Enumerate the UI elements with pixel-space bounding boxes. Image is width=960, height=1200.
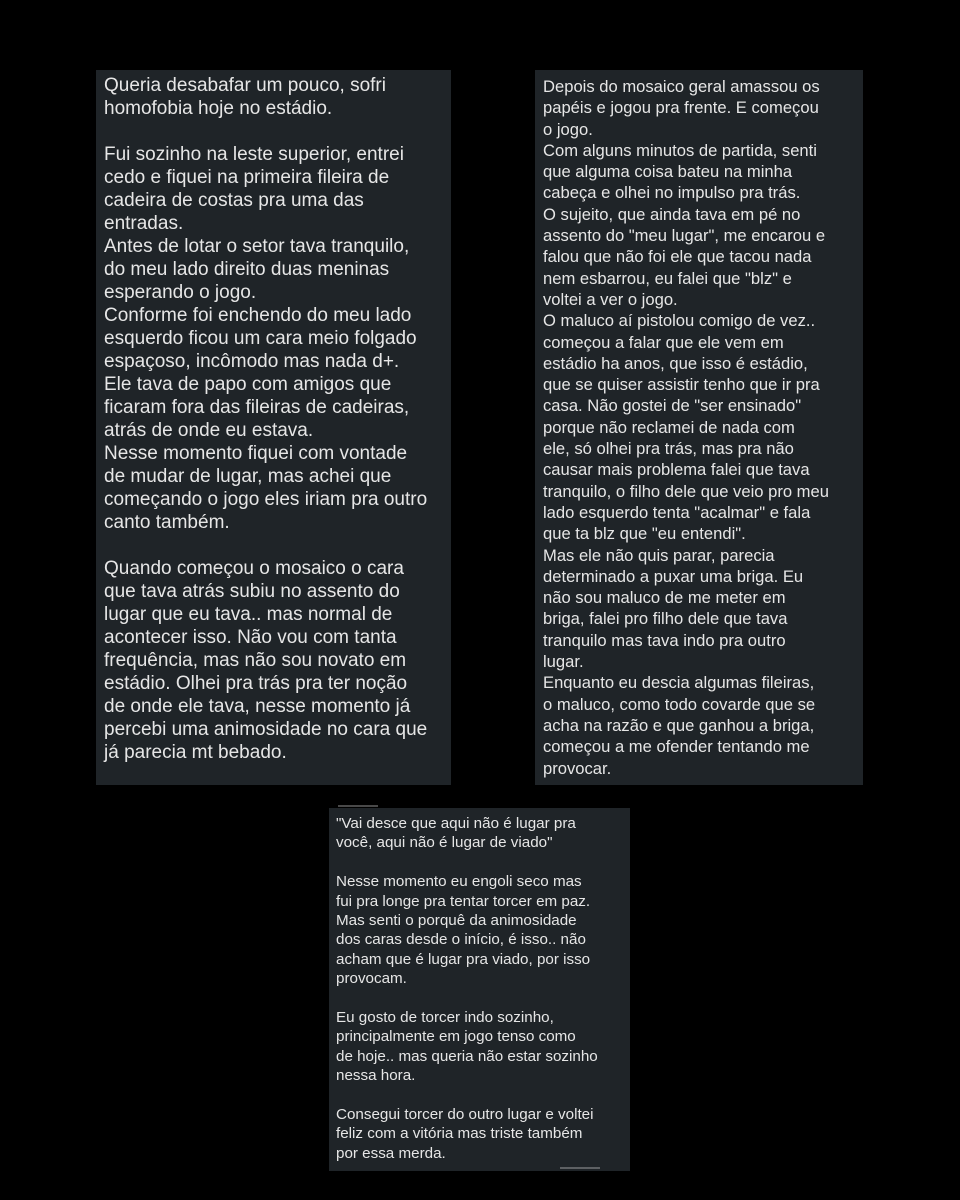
paragraph: Fui sozinho na leste superior, entrei cedo e fiquei na primeira fileira de cadeira de costas pra uma das entradas. Antes de lotar o setor tava tranquilo, do meu lado direito duas meninas esperando o jogo. Conforme foi enchendo do meu lado esquerdo ficou um cara meio folgado espaçoso, incômodo mas nada d+. Ele tava de papo com amigos que ficaram fora das fileiras de cadeiras, atrás de onde eu estava. Nesse momento fiquei com vontade de mudar de lugar, mas achei que começando o jogo eles iriam pra outro canto também. [104, 144, 428, 533]
paragraph: Eu gosto de torcer indo sozinho, principalmente em jogo tenso como de hoje.. mas queria não estar sozinho nessa hora. [336, 1009, 598, 1085]
message-screenshot-right [535, 70, 863, 785]
message-screenshot-bottom [329, 808, 630, 1171]
cropped-text-edge-bottom [560, 1167, 600, 1169]
paragraph: Quando começou o mosaico o cara que tava atrás subiu no assento do lugar que eu tava.. mas normal de acontecer isso. Não vou com tanta frequência, mas não sou novato em estádio. Olhei pra trás pra ter noção de onde ele tava, nesse momento já percebi uma animosidade no cara que já parecia mt bebado. [104, 558, 428, 763]
cropped-text-edge-top [338, 805, 378, 807]
paragraph: Depois do mosaico geral amassou os papéis e jogou pra frente. E começou o jogo. Com alguns minutos de partida, senti que alguma coisa bateu na minha cabeça e olhei no impulso pra trás. O sujeito, que ainda tava em pé no assento do "meu lugar", me encarou e falou que não foi ele que tacou nada nem esbarrou, eu falei que "blz" e voltei a ver o jogo. O maluco aí pistolou comigo de vez.. começou a falar que ele vem em estádio ha anos, que isso é estádio, que se quiser assistir tenho que ir pra casa. Não gostei de "ser ensinado" porque não reclamei de nada com ele, só olhei pra trás, mas pra não causar mais problema falei que tava tranquilo, o filho dele que veio pro meu lado esquerdo tenta "acalmar" e fala que ta blz que "eu entendi". Mas ele não quis parar, parecia determinado a puxar uma briga. Eu não sou maluco de me meter em briga, falei pro filho dele que tava tranquilo mas tava indo pra outro lugar. Enquanto eu descia algumas fileiras, o maluco, como todo covarde que se acha na razão e que ganhou a briga, começou a me ofender tentando me provocar. [543, 77, 829, 778]
paragraph: Nesse momento eu engoli seco mas fui pra longe pra tentar torcer em paz. Mas senti o porquê da animosidade dos caras desde o início, é isso.. não acham que é lugar pra viado, por isso provocam. [336, 873, 591, 988]
message-screenshot-left [96, 70, 451, 785]
paragraph: Consegui torcer do outro lugar e voltei feliz com a vitória mas triste também por essa merda. [336, 1106, 594, 1162]
paragraph: Queria desabafar um pouco, sofri homofobia hoje no estádio. [104, 75, 386, 119]
paragraph: "Vai desce que aqui não é lugar pra você, aqui não é lugar de viado" [336, 815, 576, 852]
